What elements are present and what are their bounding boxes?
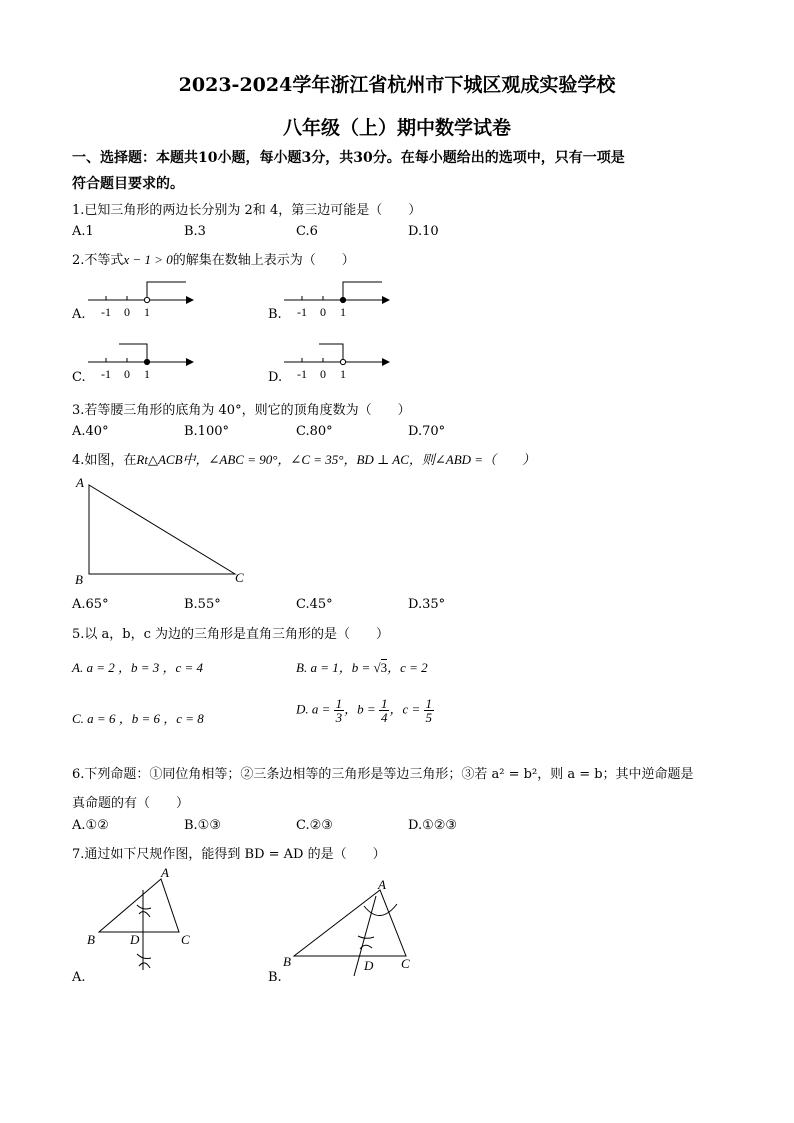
q2-option-d-number-line	[282, 338, 392, 386]
q3-stem: 3.若等腰三角形的底角为 40°，则它的顶角度数为（ ）	[72, 403, 411, 418]
q3-option-d: D.70°	[408, 424, 446, 439]
q2-option-a-letter: A.	[72, 307, 86, 322]
q2-option-b-number-line	[282, 276, 392, 324]
q4-option-b: B.55°	[184, 597, 221, 612]
q6-option-d: D.①②③	[408, 818, 458, 833]
vertex-label-c: C	[401, 956, 410, 971]
tick-label: 1	[144, 305, 150, 319]
q1-option-b: B.3	[184, 224, 206, 239]
tick-label: -1	[297, 305, 307, 319]
q2-stem-pre: 2.不等式	[72, 253, 124, 268]
q1-option-c: C.6	[296, 224, 318, 239]
q5-option-d: D. a = $\frac{1}{3}$ ，b = $\frac{1}{4}$ ，c = $\frac{1}{5}$	[296, 696, 432, 725]
tick-label: -1	[101, 367, 111, 381]
vertex-label-b: B	[283, 954, 291, 969]
q7-figure-a	[84, 862, 204, 977]
tick-label: 1	[340, 305, 346, 319]
q7-figure-b	[280, 878, 420, 978]
q3-option-b: B.100°	[184, 424, 229, 439]
q4-option-c: C.45°	[296, 597, 333, 612]
q3-option-a: A.40°	[72, 424, 109, 439]
vertex-label-a: A	[161, 865, 169, 880]
exam-title-line1: 2023-2024学年浙江省杭州市下城区观成实验学校	[178, 74, 616, 96]
q2-option-c-number-line	[86, 338, 196, 386]
q4-right-triangle-figure	[70, 474, 260, 589]
q2-stem-post: 的解集在数轴上表示为（ ）	[172, 253, 355, 268]
numerator: 1	[335, 696, 343, 711]
q1-option-a: A.1	[72, 224, 94, 239]
numerator: 1	[380, 696, 388, 711]
q6-option-c: C.②③	[296, 818, 333, 833]
q5-option-d-pre: D. a =	[296, 701, 334, 717]
q4-triangle-name: Rt△ACB	[136, 452, 183, 467]
q5-option-b-pre: B. a = 1，b =	[296, 660, 374, 675]
point-label-d: D	[130, 932, 140, 947]
q3-option-c: C.80°	[296, 424, 333, 439]
q4-option-d: D.35°	[408, 597, 446, 612]
section-header-line2: 符合题目要求的。	[72, 176, 184, 192]
tick-label: 1	[340, 367, 346, 381]
tick-label: 1	[144, 367, 150, 381]
q7-option-b-letter: B.	[268, 970, 282, 985]
q5-option-b	[296, 657, 428, 676]
denominator: 3	[335, 710, 343, 725]
sqrt-sign: √	[373, 660, 381, 675]
q4-stem-rest: 中，∠ABC = 90°，∠C = 35°，BD ⊥ AC，则∠ABD =（ ）	[182, 452, 536, 467]
q4-stem	[72, 449, 535, 468]
q6-option-b: B.①③	[184, 818, 221, 833]
fraction	[334, 697, 345, 724]
q5-option-b-post: ，c = 2	[387, 660, 428, 675]
q4-stem-pre: 4.如图，在	[72, 453, 137, 468]
point-label-d: D	[364, 958, 374, 973]
q2-option-a-number-line	[86, 276, 196, 324]
tick-label: 0	[124, 367, 130, 381]
q5-option-a: A. a = 2 ，b = 3 ，c = 4	[72, 660, 204, 675]
vertex-label-c: C	[235, 570, 244, 585]
q6-stem-line2: 真命题的有（ ）	[72, 796, 190, 811]
denominator: 4	[380, 710, 388, 725]
q6-option-a: A.①②	[72, 818, 109, 833]
tick-label: -1	[297, 367, 307, 381]
q2-option-b-letter: B.	[268, 307, 282, 322]
q1-option-d: D.10	[408, 224, 439, 239]
q7-option-a-letter: A.	[72, 970, 86, 985]
section-header-line1: 一、选择题：本题共10小题，每小题3分，共30分。在每小题给出的选项中，只有一项是	[72, 150, 625, 166]
sqrt-radicand: 3	[380, 660, 388, 675]
tick-label: 0	[320, 367, 326, 381]
q2-inequality: x − 1 > 0	[123, 252, 173, 267]
vertex-label-c: C	[181, 932, 190, 947]
vertex-label-a: A	[76, 475, 84, 490]
q5-option-c: C. a = 6 ，b = 6 ，c = 8	[72, 711, 204, 726]
vertex-label-b: B	[75, 572, 83, 587]
denominator: 5	[425, 710, 432, 725]
q4-option-a: A.65°	[72, 597, 109, 612]
tick-label: 0	[320, 305, 326, 319]
tick-label: -1	[101, 305, 111, 319]
q5-stem: 5.以 a，b，c 为边的三角形是直角三角形的是（ ）	[72, 627, 390, 642]
vertex-label-a: A	[378, 878, 386, 892]
exam-title-line2: 八年级（上）期中数学试卷	[282, 117, 511, 139]
q6-stem-line1: 6.下列命题：①同位角相等；②三条边相等的三角形是等边三角形；③若 a² = b²，则 a = b；其中逆命题是	[72, 767, 694, 782]
q2-option-c-letter: C.	[72, 370, 86, 385]
tick-label: 0	[124, 305, 130, 319]
fraction	[379, 697, 390, 724]
q1-stem: 1.已知三角形的两边长分别为 2和 4，第三边可能是（ ）	[72, 203, 422, 218]
numerator: 1	[425, 696, 432, 711]
q7-stem: 7.通过如下尺规作图，能得到 BD = AD 的是（ ）	[72, 847, 386, 862]
fraction	[424, 697, 435, 724]
vertex-label-b: B	[87, 932, 95, 947]
q2-option-d-letter: D.	[268, 370, 283, 385]
q2-stem	[72, 249, 355, 268]
